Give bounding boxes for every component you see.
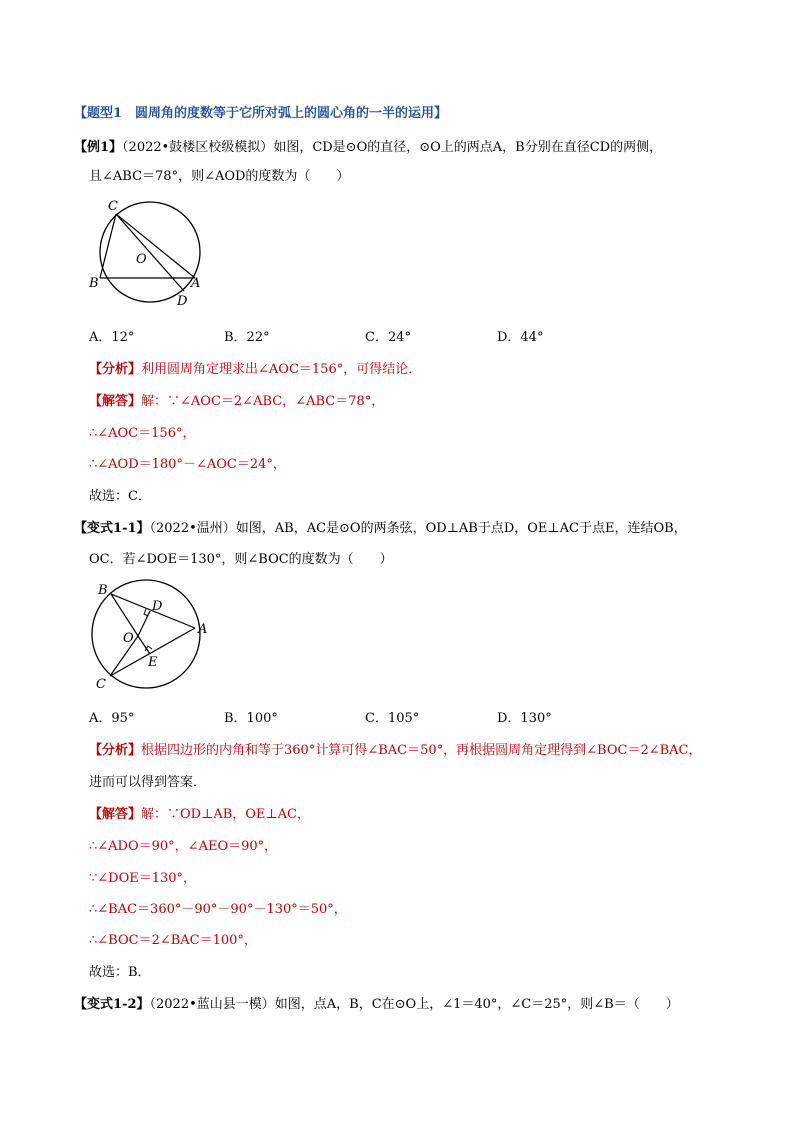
label-d: D	[152, 599, 163, 614]
section-heading: 【题型1 圆周角的度数等于它所对弧上的圆心角的一半的运用】	[74, 106, 448, 121]
answer-text: 解：∵∠AOC＝2∠ABC，∠ABC＝78°，	[141, 394, 385, 409]
variant-tag: 【变式1-1】	[74, 521, 150, 536]
example-1-figure	[86, 194, 216, 314]
example-1-analysis	[89, 358, 421, 377]
label-a: A	[198, 622, 208, 637]
answer-text: 解：∵OD⊥AB，OE⊥AC，	[141, 807, 310, 822]
variant-1-2-line-1	[74, 993, 679, 1012]
variant-1-1-analysis-line-1	[89, 739, 702, 758]
variant-1-1-option-d: D．130°	[497, 711, 552, 726]
right-angle-d	[144, 609, 148, 616]
example-1-option-b: B．22°	[224, 330, 270, 345]
example-1-choice: 故选：C．	[89, 489, 151, 504]
analysis-tag: 【分析】	[89, 743, 142, 758]
example-1-option-d: D．44°	[497, 330, 544, 345]
variant-1-1-answer-line-1	[89, 803, 310, 822]
example-1-line-1	[74, 136, 662, 155]
example-source: （2022•鼓楼区校级模拟）	[122, 140, 274, 155]
analysis-text: 根据四边形的内角和等于360°计算可得∠BAC＝50°，再根据圆周角定理得到∠BOC＝2∠BAC，	[141, 743, 702, 758]
analysis-text: 利用圆周角定理求出∠AOC＝156°，可得结论．	[141, 362, 422, 377]
example-1-option-c: C．24°	[365, 330, 411, 345]
variant-question: 如图，点A，B，C在⊙O上，∠1＝40°，∠C＝25°，则∠B＝（ ）	[274, 997, 679, 1012]
variant-1-1-line-1	[74, 517, 687, 536]
label-o: O	[123, 631, 134, 646]
answer-tag: 【解答】	[89, 807, 142, 822]
variant-1-1-option-c: C．105°	[365, 711, 420, 726]
chord-ca	[116, 214, 195, 278]
label-a: A	[191, 276, 201, 291]
example-1-option-a: A．12°	[89, 330, 135, 345]
variant-1-1-line-2: OC．若∠DOE＝130°，则∠BOC的度数为（ ）	[89, 552, 393, 567]
label-d: D	[177, 294, 188, 309]
variant-1-1-option-b: B．100°	[224, 711, 278, 726]
example-tag: 【例1】	[74, 140, 123, 155]
label-b: B	[98, 583, 108, 598]
variant-1-1-answer-line-5: ∴∠BOC＝2∠BAC＝100°，	[89, 933, 257, 948]
variant-1-1-answer-line-2: ∴∠ADO＝90°，∠AEO＝90°，	[89, 839, 278, 854]
label-c: C	[108, 199, 118, 214]
example-1-answer-line-1	[89, 390, 384, 409]
answer-tag: 【解答】	[89, 394, 142, 409]
chord-cb	[100, 214, 116, 278]
right-angle-e	[145, 646, 152, 651]
variant-1-1-choice: 故选：B．	[89, 965, 151, 980]
analysis-tag: 【分析】	[89, 362, 142, 377]
variant-1-1-analysis-line-2: 进而可以得到答案．	[89, 775, 207, 790]
label-b: B	[89, 276, 99, 291]
variant-question: 如图，AB，AC是⊙O的两条弦，OD⊥AB于点D，OE⊥AC于点E，连结OB，	[235, 521, 687, 536]
variant-1-1-figure	[86, 578, 216, 696]
example-1-answer-line-3: ∴∠AOD＝180°－∠AOC＝24°，	[89, 457, 286, 472]
segment-ob	[111, 594, 138, 636]
variant-tag: 【变式1-2】	[74, 997, 150, 1012]
variant-source: （2022•温州）	[149, 521, 236, 536]
segment-oe	[138, 636, 150, 654]
variant-1-1-answer-line-4: ∴∠BAC＝360°－90°－90°－130°＝50°，	[89, 902, 347, 917]
diameter-cd	[116, 214, 184, 291]
label-c: C	[96, 677, 106, 692]
variant-source: （2022•蓝山县一模）	[149, 997, 275, 1012]
example-1-answer-line-2: ∴∠AOC＝156°，	[89, 426, 196, 441]
variant-1-1-answer-line-3: ∵∠DOE＝130°，	[89, 871, 197, 886]
variant-1-1-option-a: A．95°	[89, 711, 135, 726]
label-e: E	[148, 655, 158, 670]
label-o: O	[136, 252, 147, 267]
example-1-line-2: 且∠ABC＝78°，则∠AOD的度数为（ ）	[89, 169, 350, 184]
example-question: 如图，CD是⊙O的直径，⊙O上的两点A，B分别在直径CD的两侧，	[273, 140, 663, 155]
segment-od	[138, 611, 150, 636]
